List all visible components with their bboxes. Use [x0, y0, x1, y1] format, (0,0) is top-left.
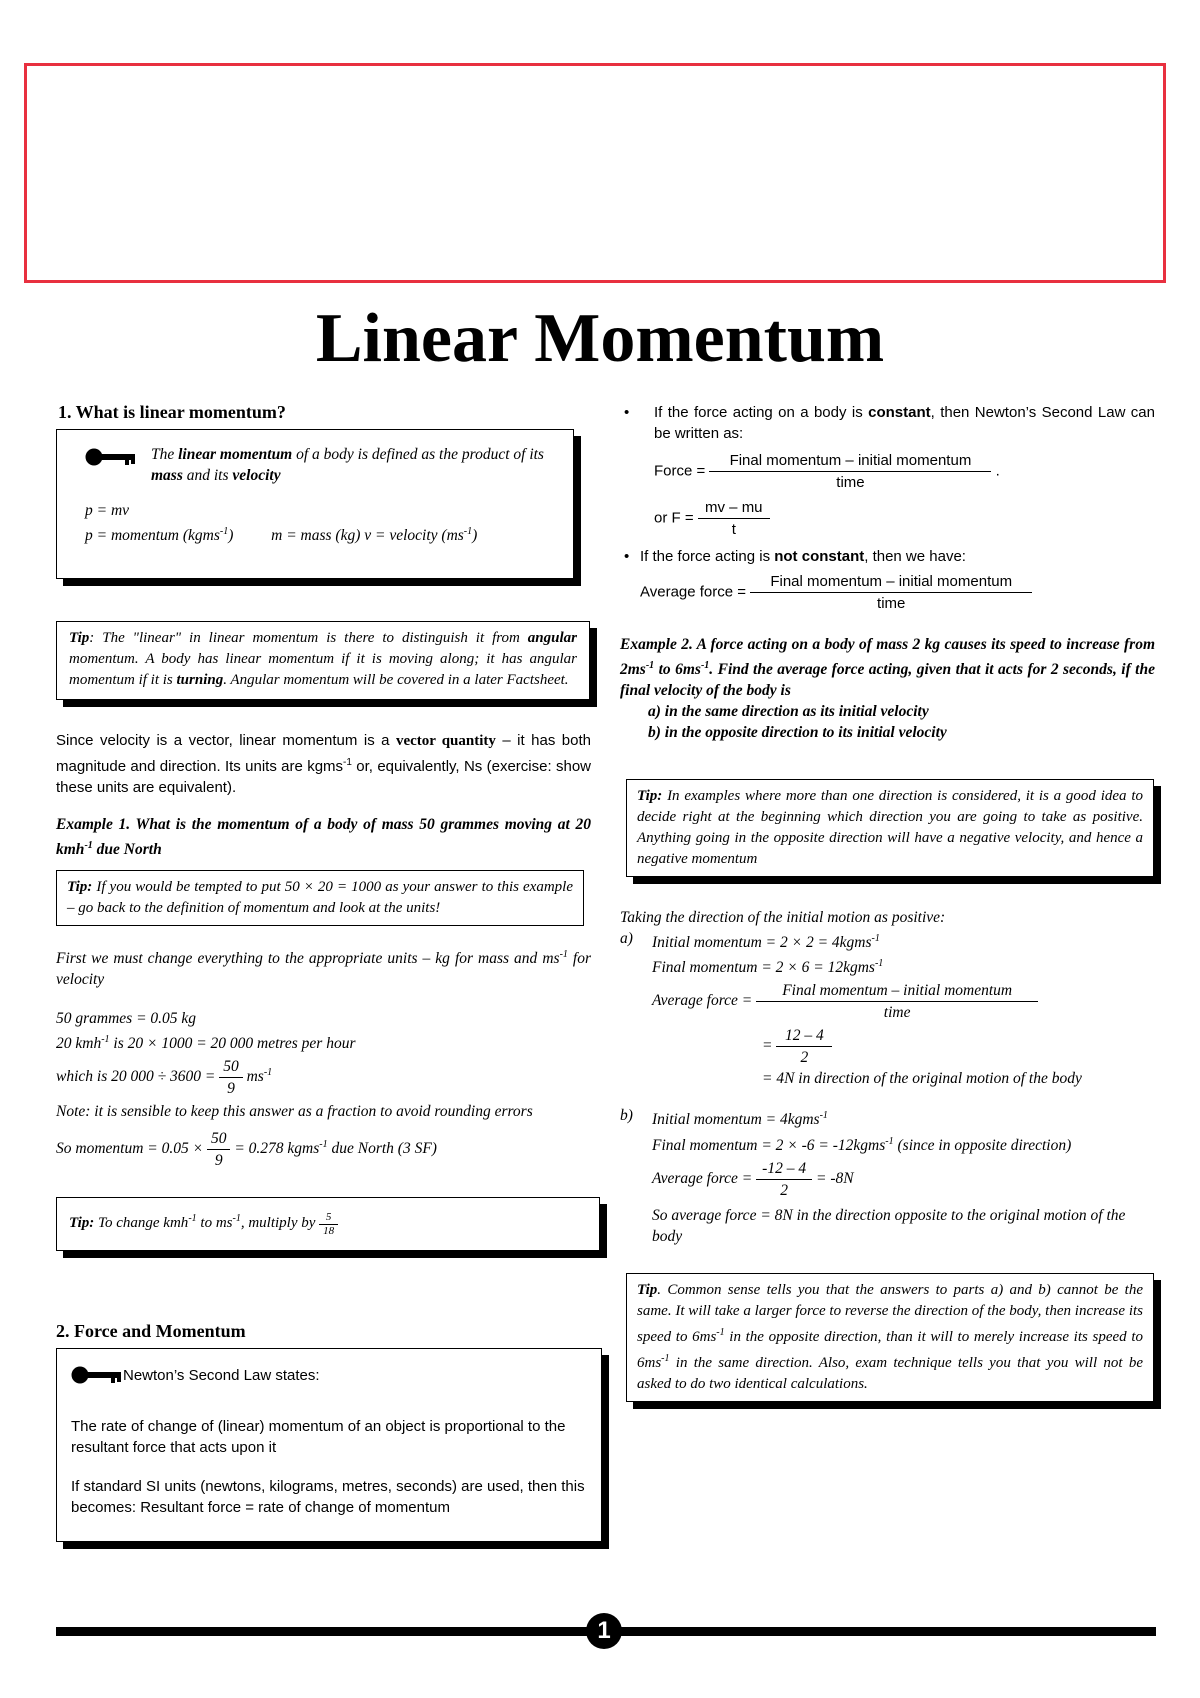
example-2-part-a: a) in the same direction as its initial velocity — [648, 703, 929, 721]
working-part-b — [620, 1105, 1155, 1246]
tip-units-text: Tip: If you would be tempted to put 50 × 20 = 1000 as your answer to this example – go back to the definition of momentum and look at the units! — [67, 879, 573, 917]
key-icon — [71, 1364, 123, 1384]
average-force-equation: Average force = $\frac{\text{Final momentum – initial momentum}}{\text{time}}$ — [640, 571, 1155, 614]
force-bullets — [620, 402, 1155, 614]
section-heading-2: 2. Force and Momentum — [56, 1321, 246, 1342]
tip-box-units — [56, 870, 584, 926]
bullet-constant-force: • If the force acting on a body is constant, then Newton’s Second Law can be written as: Force = $\frac{\text{Final momentum – initial momentum}}{\text{time}}$ . or F = $\frac{mv - mu}{t}$ — [624, 404, 1155, 538]
tip-box-linear — [56, 621, 590, 700]
page-title: Linear Momentum — [315, 300, 885, 377]
bullet-dot-icon: • — [624, 404, 630, 421]
newton-si-statement: If standard SI units (newtons, kilograms, metres, seconds) are used, then this becomes: Resultant force = rate of change of momentum — [71, 1478, 585, 1517]
fraction-50-9: $\frac{50}{9}$ — [219, 1056, 243, 1099]
part-a-initial: Initial momentum = 2 × 2 = 4kgms$^{-1}$ — [652, 933, 880, 952]
working-conversion: which is 20 000 ÷ 3600 = $\frac{50}{9}$ $ms^{-1}$ — [56, 1058, 273, 1098]
part-b-final: Final momentum = 2 × -6 = -12kgms$^{-1}$ (since in opposite direction) — [652, 1135, 1072, 1154]
working-units: First we must change everything to the appropriate units – kg for mass and $ms^{-1}$ for velocity — [56, 949, 592, 989]
example-2-part-b: b) in the opposite direction to its initial velocity — [648, 724, 947, 742]
vector-paragraph: Since velocity is a vector, linear momentum is a vector quantity – it has both magnitude and direction. Its units are kgms$^{-1}$ or, equivalently, Ns (exercise: show these units are equivalent). — [56, 732, 591, 796]
working-grammes: 50 grammes = 0.05 kg — [56, 1010, 197, 1028]
example-1-question: Example 1. What is the momentum of a body of mass 50 grammes moving at 20 kmh$^{-1}$ due North — [56, 816, 591, 859]
left-column — [56, 402, 591, 1542]
part-a-result: = 4N in direction of the original motion of the body — [762, 1070, 1082, 1088]
part-b-average-force: Average force = $\frac{-12 - 4}{2}$ = -8N — [652, 1159, 854, 1199]
fraction-50-9-b: $\frac{50}{9}$ — [207, 1128, 231, 1171]
part-a-average-force: Average force = $\frac{\text{Final momentum – initial momentum}}{\text{time}}$ — [652, 980, 1155, 1023]
bullet-dot-icon: • — [624, 548, 630, 565]
force-equation: Force = $\frac{\text{Final momentum – initial momentum}}{\text{time}}$ . — [654, 452, 1000, 491]
part-a-substitution: = $\frac{12 - 4}{2}$ — [652, 1025, 1155, 1068]
header-banner-box — [24, 63, 1166, 283]
working-note: Note: it is sensible to keep this answer as a fraction to avoid rounding errors — [56, 1103, 533, 1121]
section-heading-1: 1. What is linear momentum? — [58, 402, 286, 422]
page-number: 1 — [586, 1613, 622, 1649]
part-b-label: b) — [620, 1107, 633, 1125]
working-part-a — [620, 928, 1155, 1089]
example-2-question: Example 2. A force acting on a body of mass 2 kg causes its speed to increase from $2ms^{-1}$ to $6ms^{-1}$. Find the average force acting, given that it acts for 2 seconds, if the final velocity of the body is — [620, 636, 1155, 700]
bullet-variable-force: • If the force acting is not constant, then we have: Average force = $\frac{\text{Final momentum – initial momentum}}{\text{time}}$ — [620, 546, 1155, 614]
right-column — [620, 402, 1155, 1402]
tip-direction-text: Tip: In examples where more than one direction is considered, it is a good idea to decide right at the beginning which direction you are going to take as positive. Anything going in the opposite direction will have a negative velocity, and hence a negative momentum — [637, 788, 1143, 868]
tip-box-direction — [626, 779, 1154, 877]
working-taking-direction: Taking the direction of the initial motion as positive: — [620, 909, 946, 927]
definition-text: The linear momentum of a body is defined as the product of its mass and its velocity — [151, 446, 544, 484]
key-icon — [85, 446, 137, 466]
part-b-conclusion: So average force = 8N in the direction opposite to the original motion of the body — [652, 1206, 1126, 1245]
tip-common-sense-text: Tip. Common sense tells you that the answers to parts a) and b) cannot be the same. It will take a larger force to reverse the direction of the body, then increase its speed to $6ms^{-1}$ in the opposite direction, than it will to merely increase its speed to $6ms^{-1}$ in the same direction. Also, exam technique tells you that you will not be asked to do two identical calculations. — [637, 1281, 1143, 1392]
newton-statement: The rate of change of (linear) momentum of an object is proportional to the resultant force that acts upon it — [71, 1418, 566, 1457]
newton-law-box — [56, 1348, 602, 1542]
working-kmh: 20 kmh$^{-1}$ is 20 × 1000 = 20 000 metres per hour — [56, 1034, 356, 1053]
tip-box-kmh — [56, 1197, 600, 1251]
newton-intro: Newton’s Second Law states: — [123, 1367, 320, 1385]
fraction-5-18: $\frac{5}{18}$ — [319, 1211, 338, 1238]
part-a-label: a) — [620, 930, 633, 948]
tip-box-common-sense — [626, 1273, 1154, 1402]
part-a-final: Final momentum = 2 × 6 = 12kgms$^{-1}$ — [652, 958, 884, 977]
force-equation-symbols: or F = $\frac{mv - mu}{t}$ — [654, 497, 1155, 540]
tip-kmh-text: Tip: To change kmh$^{-1}$ to $ms^{-1}$, multiply by $\frac{5}{18}$ — [69, 1208, 587, 1237]
working-answer: So momentum = 0.05 × $\frac{50}{9}$ = 0.278 kgms$^{-1}$ due North (3 SF) — [56, 1130, 437, 1170]
definition-box — [56, 429, 574, 579]
tip-linear-text: Tip: The "linear" in linear momentum is there to distinguish it from angular momentum. A body has linear momentum if it is moving along; it has angular momentum if it is turning. Angular momentum will be covered in a later Factsheet. — [69, 630, 577, 688]
formula-definitions: p = momentum (kgms$^{-1}$) m = mass (kg) v = velocity $(ms^{-1})$ — [85, 526, 478, 545]
formula-p-mv: p = mv — [85, 502, 130, 519]
part-b-initial: Initial momentum = 4kgms$^{-1}$ — [652, 1110, 828, 1129]
